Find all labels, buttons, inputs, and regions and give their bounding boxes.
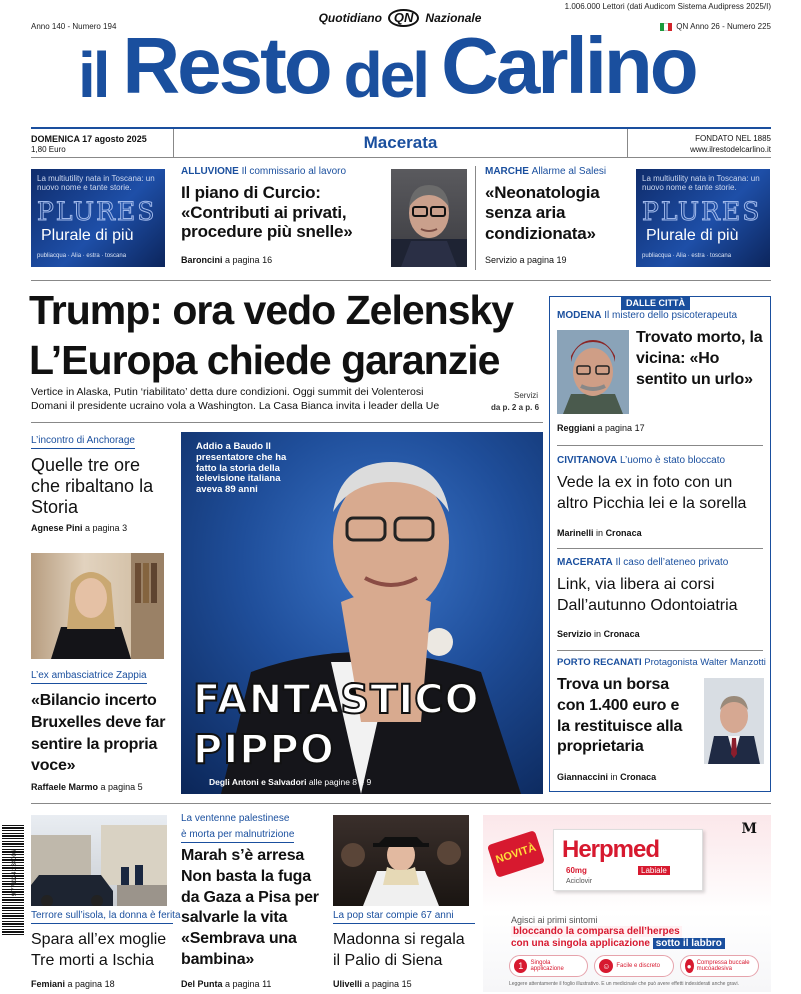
qn-issue: QN Anno 26 - Numero 225	[660, 22, 771, 31]
curcio-photo	[391, 169, 467, 267]
ischia-photo	[31, 815, 167, 906]
article-headline: «Neonatologia senza aria condizionata»	[485, 183, 600, 243]
issue-date: DOMENICA 17 agosto 2025	[31, 134, 147, 144]
article-kicker: MODENA Il mistero dello psicoterapeuta	[557, 310, 738, 321]
herpmed-sub: Aciclovir	[566, 878, 593, 885]
article-headline: Trovato morto, la vicina: «Ho sentito un urlo»	[636, 329, 763, 388]
lead-summary-1: Vertice in Alaska, Putin ‘riabilitato’ detta dure condizioni. Oggi summit dei Volenterosi	[31, 386, 424, 398]
plures-slogan: Plurale di più	[646, 227, 739, 244]
plures-logo: PLURES	[642, 197, 762, 226]
article-headline: Vede la ex in foto con un altro Picchia lei e la sorella	[557, 474, 747, 513]
face-icon: ☺	[599, 959, 613, 973]
article-kicker: MACERATA Il caso dell’ateneo privato	[557, 557, 729, 568]
bottom-section-rule	[31, 803, 771, 804]
article-kicker: ALLUVIONE Il commissario al lavoro	[181, 166, 347, 177]
barcode-number: 9 771124 234006	[12, 849, 18, 897]
article-byline: Femiani a pagina 18	[31, 979, 115, 989]
article-headline: Spara all’ex moglie Tre morti a Ischia	[31, 931, 167, 970]
baudo-photo[interactable]	[181, 432, 543, 794]
novita-badge: NOVITÀ	[487, 830, 545, 878]
herpmed-form: Labiale	[638, 866, 670, 875]
article-headline: Quelle tre ore che ribaltano la Storia	[31, 455, 154, 517]
article-porto-recanati[interactable]	[557, 657, 767, 787]
modena-photo	[557, 330, 629, 414]
article-byline: Ulivelli a pagina 15	[333, 979, 412, 989]
citta-rule	[557, 650, 763, 651]
herpmed-box	[553, 829, 703, 891]
article-neonatologia[interactable]	[485, 166, 625, 270]
plures-slogan: Plurale di più	[41, 227, 134, 244]
lead-rule	[31, 422, 543, 423]
article-headline: Marah s’è arresa Non basta la fuga da Gaza a Pisa per salvarle la vita «Sembrava una bambina»	[181, 847, 319, 968]
article-modena[interactable]	[557, 310, 765, 438]
top-row-rule	[31, 280, 771, 281]
article-byline: Servizio a pagina 19	[485, 255, 567, 265]
badge-tablet: ● Compressa buccale mucoadesiva	[680, 955, 759, 977]
edition-rule	[31, 157, 771, 158]
article-kicker: L’incontro di Anchorage	[31, 435, 135, 449]
article-byline: Servizio in Cronaca	[557, 629, 640, 639]
article-kicker: Terrore sull’isola, la donna è ferita	[31, 910, 173, 924]
article-byline: Marinelli in Cronaca	[557, 528, 642, 538]
article-headline: Madonna si regala il Palio di Siena	[333, 931, 465, 970]
article-byline: Giannaccini in Cronaca	[557, 772, 657, 782]
herpmed-line3: con una singola applicazione sotto il labbro	[511, 938, 725, 949]
tablet-icon: ●	[685, 959, 694, 973]
title-resto: Resto	[122, 21, 330, 110]
website-link[interactable]: www.ilrestodelcarlino.it	[690, 145, 771, 154]
article-headline: «Bilancio incerto Bruxelles deve far sentire la propria voce»	[31, 692, 166, 775]
title-del: del	[343, 39, 428, 111]
manzotti-photo	[704, 678, 764, 764]
issue-price: 1,80 Euro	[31, 145, 66, 154]
article-byline: Raffaele Marmo a pagina 5	[31, 782, 143, 792]
article-zappia[interactable]	[31, 665, 171, 795]
lead-headline-2[interactable]: L’Europa chiede garanzie	[29, 337, 500, 383]
number-one-icon: 1	[514, 959, 527, 973]
article-kicker: La ventenne palestinese	[181, 813, 290, 824]
baudo-headline-1: FANTASTICO	[193, 677, 480, 723]
founded-note: FONDATO NEL 1885	[695, 134, 771, 143]
top-divider	[475, 166, 476, 270]
herpmed-line2: bloccando la comparsa dell’herpes	[513, 926, 680, 937]
herpmed-brand: Herpmed	[562, 836, 660, 863]
article-kicker: L’ex ambasciatrice Zappia	[31, 670, 147, 684]
article-curcio[interactable]	[181, 166, 386, 270]
lead-headline-1[interactable]: Trump: ora vedo Zelensky	[29, 287, 514, 333]
article-madonna[interactable]	[333, 910, 475, 994]
plures-tagline: La multiutility nata in Toscana: un nuovo nome e tante storie.	[642, 174, 760, 192]
baudo-headline-2: PIPPO	[193, 727, 335, 773]
article-civitanova[interactable]	[557, 455, 765, 545]
plures-logo: PLURES	[37, 197, 157, 226]
article-kicker: PORTO RECANATI Protagonista Walter Manzotti	[557, 657, 766, 668]
badge-easy: ☺ Facile e discreto	[594, 955, 673, 977]
article-kicker: CIVITANOVA L’uomo è stato bloccato	[557, 455, 726, 466]
lead-servizi-pages: da p. 2 a p. 6	[491, 403, 540, 412]
article-headline: Link, via libera ai corsi Dall’autunno Odontoiatria	[557, 576, 738, 615]
article-macerata[interactable]	[557, 557, 765, 647]
lead-summary-2: Domani il presidente ucraino vola a Washington. La Casa Bianca invita i leader della Ue	[31, 400, 440, 412]
citta-rule	[557, 445, 763, 446]
issue-number: Anno 140 - Numero 194	[31, 22, 117, 31]
article-byline: Agnese Pini a pagina 3	[31, 523, 128, 533]
dalle-citta-label: DALLE CITTÀ	[621, 296, 690, 310]
plures-brands: publiacqua · Alia · estra · toscana	[37, 253, 127, 259]
article-headline: Trova un borsa con 1.400 euro e la restituisce alla proprietaria	[557, 676, 683, 756]
maker-logo: M	[741, 821, 757, 837]
plures-tagline: La multiutility nata in Toscana: un nuovo nome e tante storie.	[37, 174, 155, 192]
badge-single: 1 Singola applicazione	[509, 955, 588, 977]
baudo-byline: Degli Antoni e Salvadori alle pagine 8 e 9	[209, 777, 372, 787]
herpmed-dose: 60mg	[566, 866, 587, 875]
title-il: il	[78, 39, 123, 111]
quotidiano-label: Quotidiano	[318, 11, 382, 25]
article-byline: Reggiani a pagina 17	[557, 423, 645, 433]
plures-brands: publiacqua · Alia · estra · toscana	[642, 253, 732, 259]
article-kicker: MARCHE Allarme al Salesi	[485, 166, 607, 177]
article-byline: Del Punta a pagina 11	[181, 979, 272, 989]
article-byline: Baroncini a pagina 16	[181, 255, 273, 265]
zappia-photo	[31, 553, 164, 659]
madonna-photo	[333, 815, 469, 906]
article-kicker-2: è morta per malnutrizione	[181, 829, 294, 843]
edition-name[interactable]: Macerata	[363, 133, 438, 152]
plures-ad-right[interactable]	[636, 169, 770, 267]
herpmed-badges	[509, 955, 759, 977]
edition-box	[173, 129, 628, 157]
nazionale-label: Nazionale	[425, 11, 482, 25]
readers-note: 1.006.000 Lettori (dati Audicom Sistema Audipress 2025/I)	[564, 2, 771, 11]
article-anchorage[interactable]	[31, 430, 171, 540]
article-ischia[interactable]	[31, 910, 181, 994]
lead-servizi: Servizi	[514, 391, 539, 400]
qn-logo: QN	[388, 9, 420, 27]
herpmed-legal: Leggere attentamente il foglio illustrativo. È un medicinale che può avere effetti indesiderati anche gravi.	[509, 981, 740, 987]
article-marah[interactable]	[181, 813, 325, 994]
baudo-caption: Addio a Baudo Il presentatore che ha fatto la storia della televisione italiana aveva 89 anni	[196, 441, 287, 496]
citta-rule	[557, 548, 763, 549]
article-kicker: La pop star compie 67 anni	[333, 910, 475, 924]
article-headline: Il piano di Curcio: «Contributi ai privati, procedure più snelle»	[181, 183, 353, 242]
plures-ad-left[interactable]	[31, 169, 165, 267]
herpmed-line1: Agisci ai primi sintomi	[511, 915, 598, 925]
herpmed-ad[interactable]	[483, 815, 771, 992]
title-carlino: Carlino	[441, 21, 696, 110]
